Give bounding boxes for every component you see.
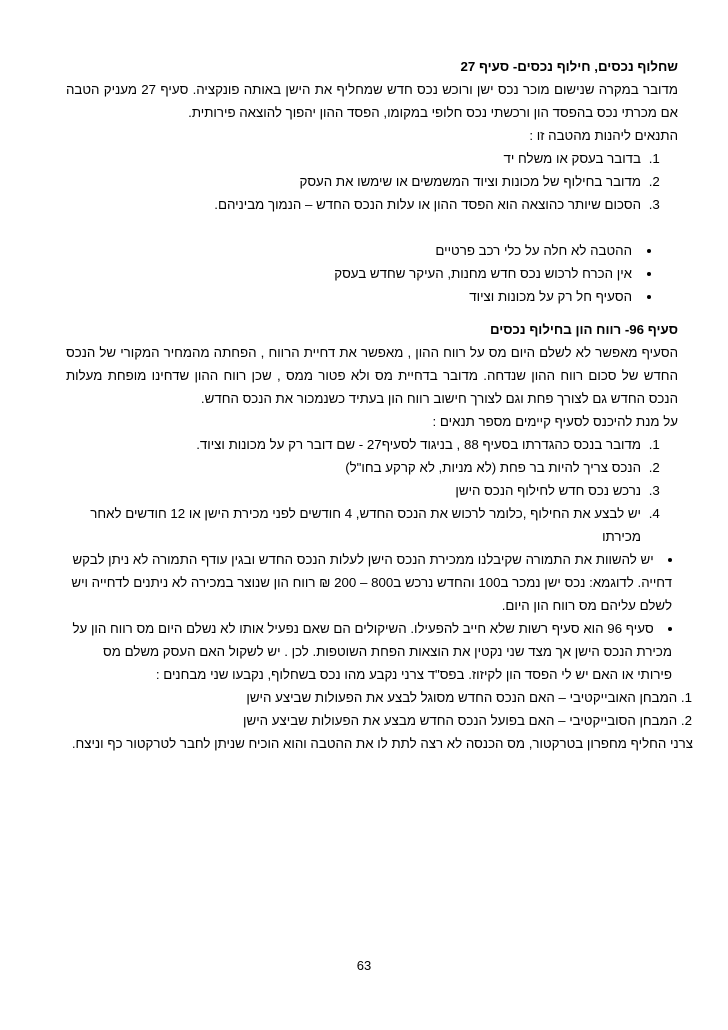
section-title-96: סעיף 96- רווח הון בחילוף נכסים — [489, 322, 678, 337]
section-96-conditions-list — [66, 433, 678, 548]
list-item: 3. הסכום שיותר כהוצאה הוא הפסד ההון או עלות הנכס החדש – הנמוך מביניהם. — [66, 193, 645, 216]
list-item: 1. בדובר בעסק או משלח יד — [66, 147, 645, 170]
list-item: 1. מדובר בנכס כהגדרתו בסעיף 88 , בניגוד לסעיף27 - שם דובר רק על מכונות וציוד. — [66, 433, 645, 456]
section-27-conditions-intro: התנאים ליהנות מהטבה זו : — [529, 128, 678, 143]
section-96-paragraph: הסעיף מאפשר לא לשלם היום מס על רווח ההון , מאפשר את דחיית הרווח , הפחתה מהמחיר המקורי של הנכס החדש של סכום רווח ההון שנדחה. מדובר בדחיית מס ולא פטור ממס , שכן רווח ההון שדחינו מופחת מעלות הנכס החדש גם לצורך פחת וגם לצורך חישוב רווח הון בעתיד כשנמכור את הנכס החדש. — [66, 345, 678, 406]
list-item: 3. נרכש נכס חדש לחילוף הנכס הישן — [66, 479, 645, 502]
section-96-conditions-intro: על מנת להיכנס לסעיף קיימים מספר תנאים : — [432, 414, 678, 429]
list-item: • יש להשוות את התמורה שקיבלנו ממכירת הנכס הישן לעלות הנכס החדש ובגין עודף התמורה לא ניתן לבקש דחייה. לדוגמא: נכס ישן נמכר ב100 והחדש נרכש ב800 – 200 ₪ רווח הון שנוצר במכירה לא ניתנים לדחייה ויש לשלם עליהם מס רווח הון היום. — [66, 548, 692, 617]
section-27-paragraph: מדובר במקרה שנישום מוכר נכס ישן ורוכש נכס חדש שמחליף את הישן באותה פונקציה. סעיף 27 מעניק הטבה אם מכרתי נכס בהפסד הון ורכשתי נכס חלופי במקומו, הפסד ההון יהפוך להוצאה פירותית. — [66, 82, 678, 120]
list-item: 2. המבחן הסובייקטיבי – האם בפועל הנכס החדש מבצע את הפעולות שביצע הישן — [66, 709, 692, 732]
closing-paragraph: צרני החליף מחפרון בטרקטור, מס הכנסה לא רצה לתת לו את ההטבה והוא הוכיח שניתן לחבר לטרקטור כף וניצח. — [71, 736, 693, 751]
section-96-notes-list — [66, 548, 692, 686]
list-item: 4. יש לבצע את החילוף ,כלומר לרכוש את הנכס החדש, 4 חודשים לפני מכירת הישן או 12 חודשים לאחר מכירתו — [66, 502, 645, 548]
list-item: 2. מדובר בחילוף של מכונות וציוד המשמשים או שימשו את העסק — [66, 170, 645, 193]
list-item: • ההטבה לא חלה על כלי רכב פרטיים — [66, 239, 636, 262]
list-item: • אין הכרח לרכוש נכס חדש מחנות, העיקר שחדש בעסק — [66, 262, 636, 285]
page-content — [66, 55, 693, 755]
section-27-notes-list — [66, 239, 678, 308]
section-27-conditions-list — [66, 147, 678, 216]
list-item: 2. הנכס צריך להיות בר פחת (לא מניות, לא קרקע בחו"ל) — [66, 456, 645, 479]
page-number: 63 — [356, 958, 372, 973]
tests-list — [66, 686, 692, 732]
list-item: • הסעיף חל רק על מכונות וציוד — [66, 285, 636, 308]
section-title-27: שחלוף נכסים, חילוף נכסים- סעיף 27 — [460, 59, 678, 74]
list-item: • סעיף 96 הוא סעיף רשות שלא חייב להפעילו. השיקולים הם שאם נפעיל אותו לא נשלם היום מס רווח הון על מכירת הנכס הישן אך מצד שני נקטין את הוצאות הפחת השוטפות. לכן . יש לשקול האם העסק משלם מס פירותי או האם יש לי הפסד הון לקיזוז. בפס"ד צרני נקבע מהו נכס בשחלוף, נקבעו שני מבחנים : — [66, 617, 692, 686]
list-item: 1. המבחן האובייקטיבי – האם הנכס החדש מסוגל לבצע את הפעולות שביצע הישן — [66, 686, 692, 709]
